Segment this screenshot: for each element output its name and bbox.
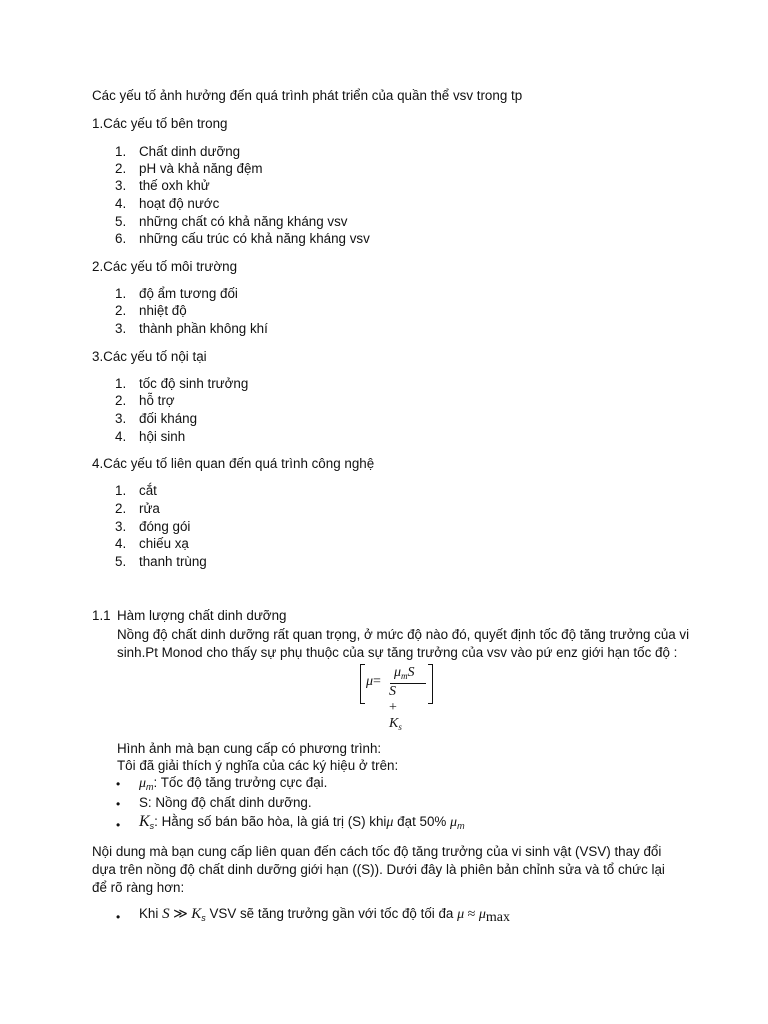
list-item: cắt <box>139 483 157 498</box>
equation-bracket-left <box>360 664 365 704</box>
bullet-item-ks: $K_s$: Hằng số bán bão hòa, là giá trị (S) khiμ đạt 50% $\mu_m$ <box>139 813 465 831</box>
list-item: những cấu trúc có khả năng kháng vsv <box>139 231 370 246</box>
list-item: độ ẩm tương đối <box>139 286 238 301</box>
list-item: tốc độ sinh trưởng <box>139 376 249 391</box>
bullet-item-s: S: Nồng độ chất dinh dưỡng. <box>139 795 312 810</box>
list-item: chiếu xạ <box>139 536 189 551</box>
list-number: 3. <box>115 178 127 193</box>
list-item: rửa <box>139 501 160 516</box>
list-number: 2. <box>115 303 127 318</box>
list-number: 1. <box>115 376 127 391</box>
subsection-heading: Hàm lượng chất dinh dưỡng <box>117 608 287 623</box>
subsection-number: 1.1 <box>92 608 111 623</box>
list-number: 4. <box>115 429 127 444</box>
explain-line: Tôi đã giải thích ý nghĩa của các ký hiệu ở trên: <box>117 758 399 773</box>
list-number: 1. <box>115 286 127 301</box>
list-item: đối kháng <box>139 411 198 426</box>
bullet-icon: • <box>116 910 121 924</box>
closing-paragraph: Nội dung mà bạn cung cấp liên quan đến cách tốc độ tăng trưởng của vi sinh vật (VSV) thay đổi dựa trên nồng độ chất dinh dưỡng giới hạn ((S)). Dưới đây là phiên bản chỉnh sửa và tổ chức lại để rõ ràng hơn: <box>92 844 665 895</box>
bullet-icon: • <box>116 777 121 791</box>
section-heading: 3.Các yếu tố nội tại <box>92 349 207 364</box>
list-item: thế oxh khử <box>139 178 210 193</box>
list-number: 4. <box>115 536 127 551</box>
list-number: 2. <box>115 161 127 176</box>
section-heading: 4.Các yếu tố liên quan đến quá trình công nghệ <box>92 456 375 471</box>
list-item: hỗ trợ <box>139 393 175 408</box>
list-number: 5. <box>115 214 127 229</box>
document-title: Các yếu tố ảnh hưởng đến quá trình phát triển của quần thể vsv trong tp <box>92 88 523 103</box>
section-heading: 1.Các yếu tố bên trong <box>92 116 228 131</box>
list-item: thanh trùng <box>139 554 207 569</box>
list-number: 1. <box>115 144 127 159</box>
list-number: 3. <box>115 519 127 534</box>
bullet-item-condition: Khi S ≫ $K_s$ VSV sẽ tăng trưởng gần với tốc độ tối đa $\mu \approx \mu_{max}$ <box>139 906 510 925</box>
list-number: 2. <box>115 501 127 516</box>
list-number: 5. <box>115 554 127 569</box>
equation-numerator: $\mu_mS$ <box>394 665 415 681</box>
list-item: thành phần không khí <box>139 321 268 336</box>
explain-line: Hình ảnh mà bạn cung cấp có phương trình: <box>117 741 382 756</box>
list-number: 3. <box>115 321 127 336</box>
bullet-icon: • <box>116 797 121 811</box>
list-item: Chất dinh dưỡng <box>139 144 241 159</box>
list-number: 2. <box>115 393 127 408</box>
list-item: pH và khả năng đệm <box>139 161 263 176</box>
bullet-icon: • <box>116 818 121 832</box>
list-number: 4. <box>115 196 127 211</box>
section-heading: 2.Các yếu tố môi trường <box>92 259 238 274</box>
equation-lhs: μ= <box>366 674 381 689</box>
list-item: nhiệt độ <box>139 303 187 318</box>
list-number: 6. <box>115 231 127 246</box>
list-number: 1. <box>115 483 127 498</box>
subsection-paragraph: Nồng độ chất dinh dưỡng rất quan trọng, ở mức độ nào đó, quyết định tốc độ tăng trưởng của vi sinh.Pt Monod cho thấy sự phụ thuộc của sự tăng trưởng của vsv vào pứ enz giới hạn tốc độ : <box>117 627 690 660</box>
bullet-item-mu-m: $\mu_m$: Tốc độ tăng trưởng cực đại. <box>139 775 328 792</box>
equation-bracket-right <box>428 664 433 704</box>
list-item: hoạt độ nước <box>139 196 220 211</box>
list-item: những chất có khả năng kháng vsv <box>139 214 348 229</box>
list-item: hội sinh <box>139 429 186 444</box>
equation-denominator: $S + K_s$ <box>389 684 402 732</box>
list-number: 3. <box>115 411 127 426</box>
list-item: đóng gói <box>139 519 191 534</box>
